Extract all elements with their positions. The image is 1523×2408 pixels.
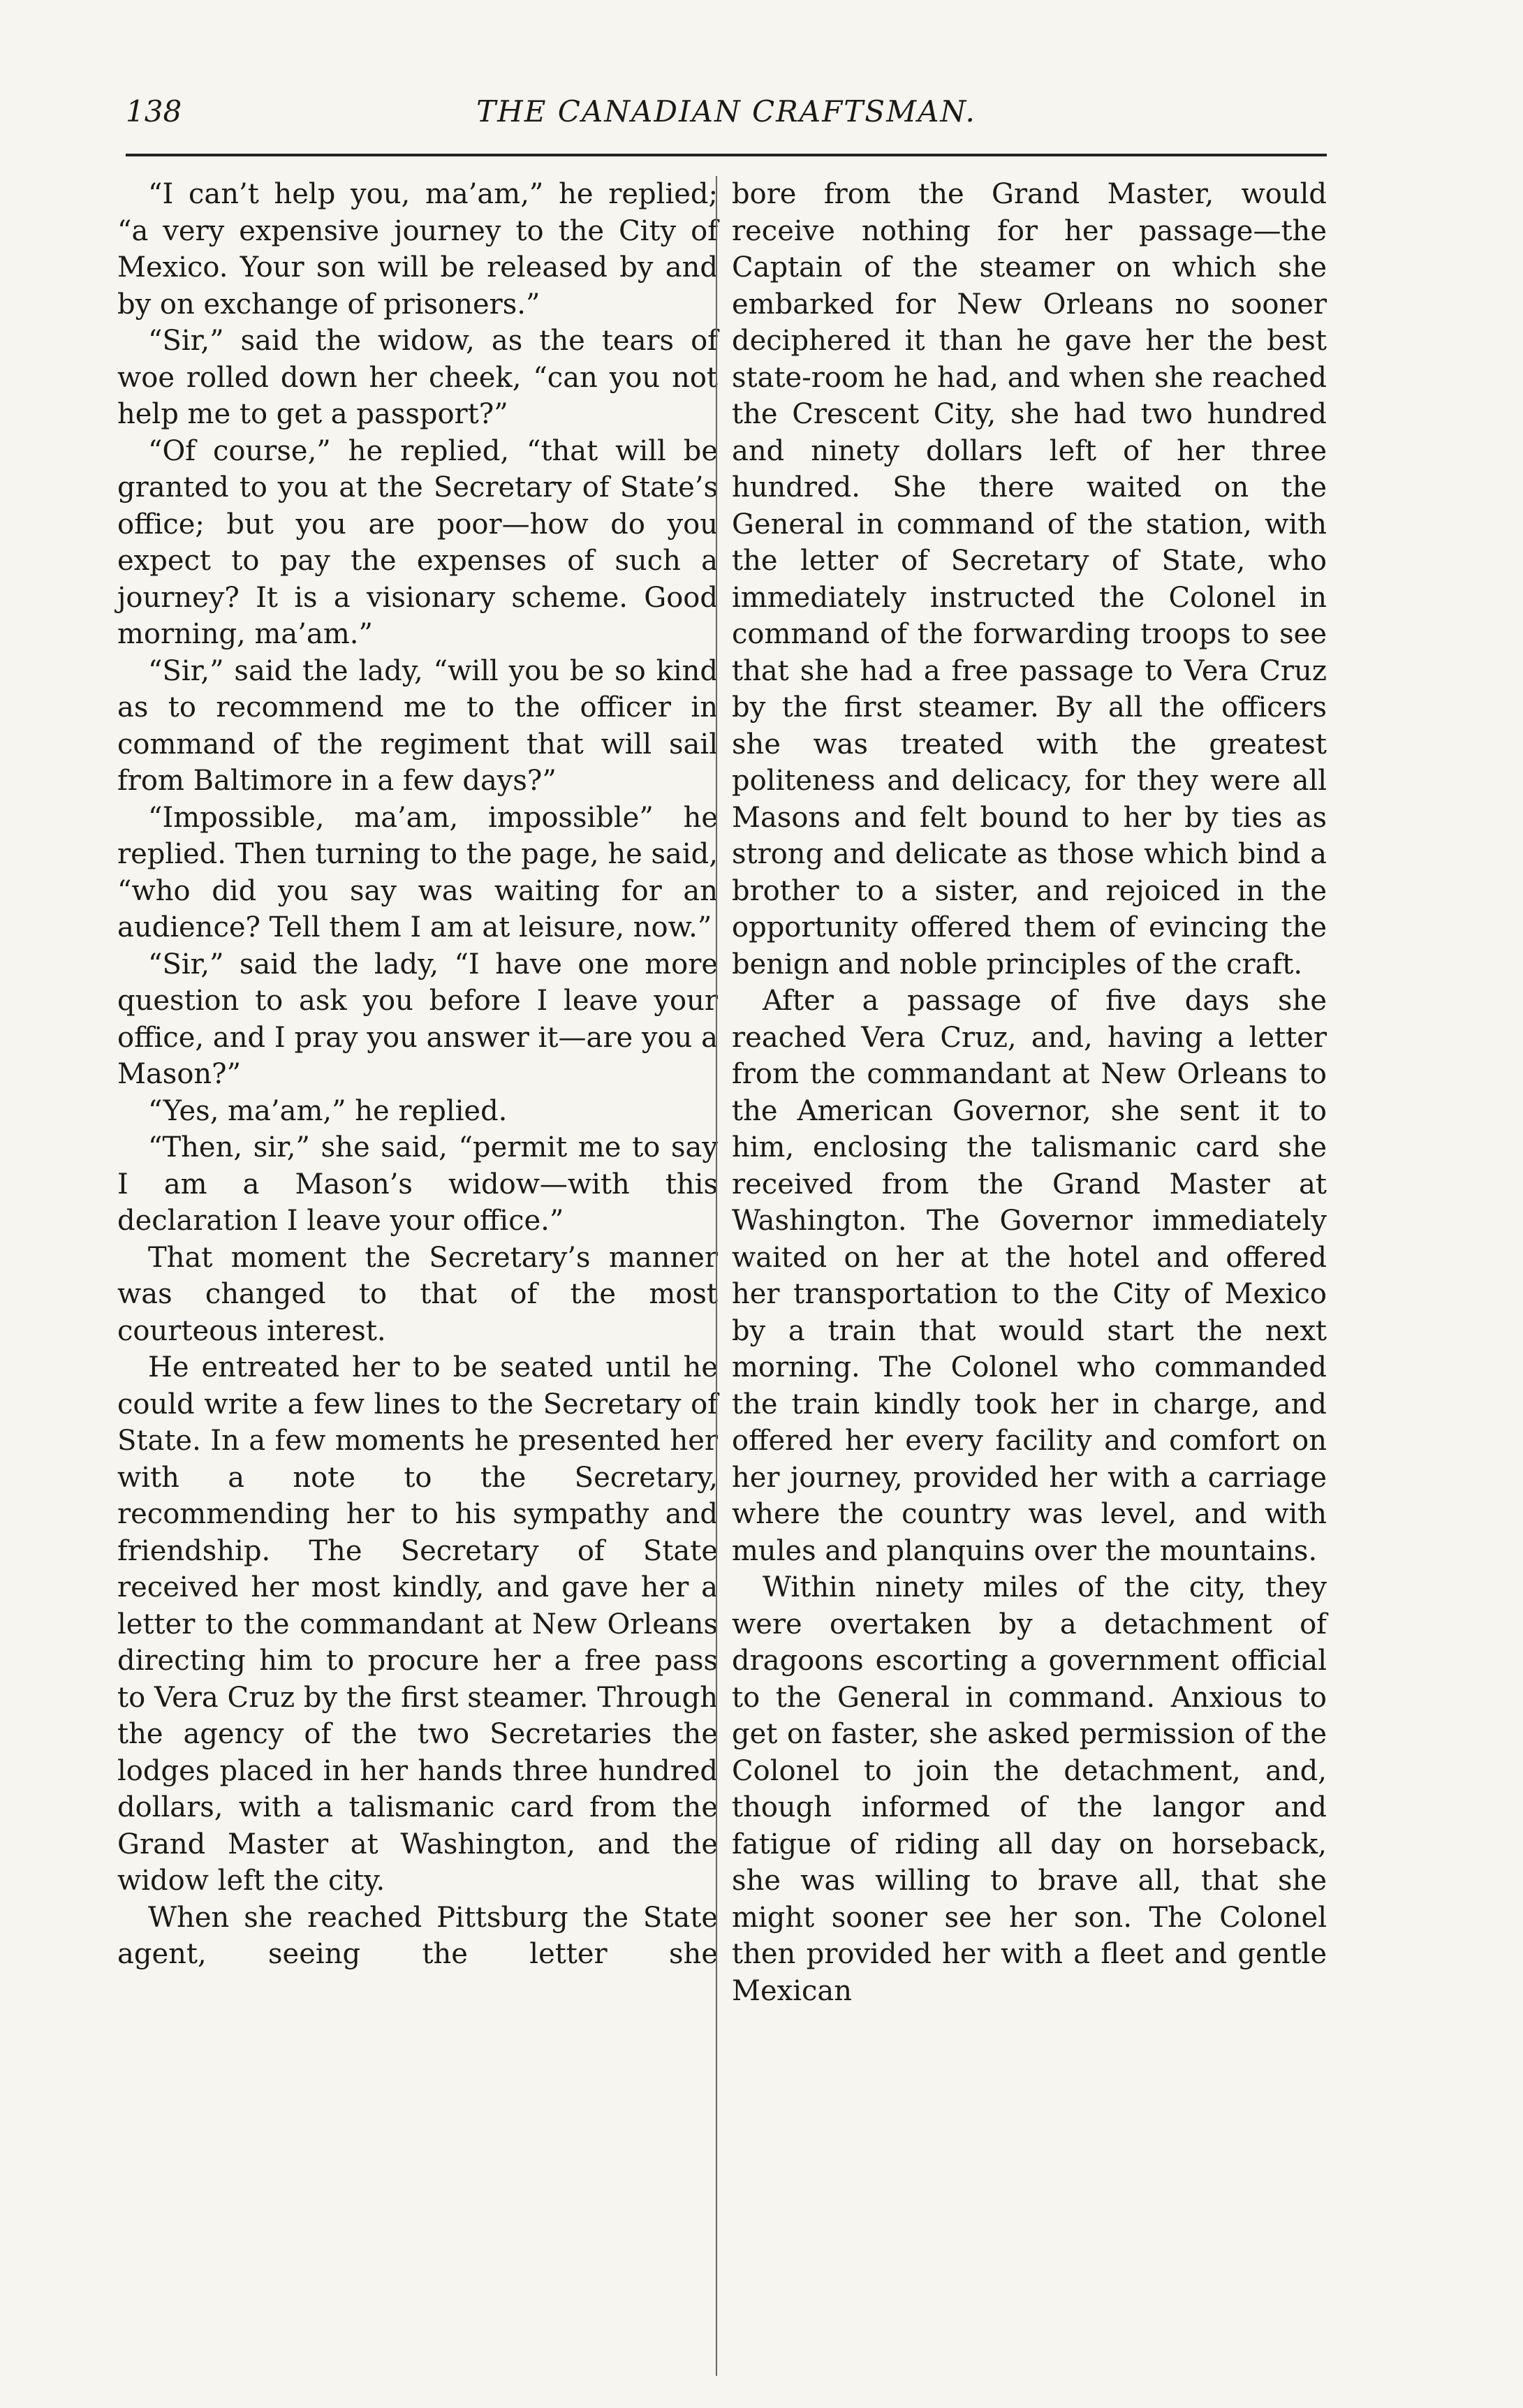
page-number: 138 <box>126 94 182 129</box>
paragraph: bore from the Grand Master, would receive nothing for her passage—the Captain of the steamer on which she embarked for New Orleans no sooner deciphered it than he gave her the best state-room he had, and when she reached the Crescent City, she had two hundred and ninety dollars left of her three hundred. She there waited on the General in command of the station, with the letter of Secretary of State, who immediately instructed the Colonel in command of the forwarding troops to see that she had a free passage to Vera Cruz by the first steamer. By all the officers she was treated with the greatest politeness and delicacy, for they were all Masons and felt bound to her by ties as strong and delicate as those which bind a brother to a sister, and rejoiced in the opportunity offered them of evincing the benign and noble principles of the craft. <box>732 178 1327 981</box>
paragraph: Within ninety miles of the city, they were overtaken by a detachment of dragoons escorting a government official to the General in command. Anxious to get on faster, she asked permission of the Colonel to join the detachment, and, though informed of the langor and fatigue of riding all day on horseback, she was willing to brave all, that she might sooner see her son. The Colonel then provided her with a fleet and gentle Mexican <box>732 1571 1327 2007</box>
running-title: THE CANADIAN CRAFTSMAN. <box>476 94 976 129</box>
page-header <box>126 94 1327 136</box>
paragraph: “Then, sir,” she said, “permit me to say I am a Mason’s widow—with this declaration I leave your office.” <box>117 1131 718 1237</box>
paragraph: “I can’t help you, ma’am,” he replied; “a very expensive journey to the City of Mexico. Your son will be released by and by on exchange of prisoners.” <box>117 178 718 321</box>
paragraph: When she reached Pittsburg the State agent, seeing the letter she <box>117 1901 718 1970</box>
header-rule <box>126 154 1327 156</box>
paragraph: “Sir,” said the widow, as the tears of woe rolled down her cheek, “can you not help me to get a passport?” <box>117 325 718 430</box>
left-column <box>117 176 718 1973</box>
paragraph: “Yes, ma’am,” he replied. <box>148 1094 508 1127</box>
paragraph: After a passage of five days she reached Vera Cruz, and, having a letter from the commandant at New Orleans to the American Governor, she sent it to him, enclosing the talismanic card she received from the Grand Master at Washington. The Governor immediately waited on her at the hotel and offered her transportation to the City of Mexico by a train that would start the next morning. The Colonel who commanded the train kindly took her in charge, and offered her every facility and comfort on her journey, provided her with a carriage where the country was level, and with mules and planquins over the mountains. <box>732 985 1327 1567</box>
paragraph: “Sir,” said the lady, “will you be so kind as to recommend me to the officer in command of the regiment that will sail from Baltimore in a few days?” <box>117 654 718 797</box>
right-column <box>732 176 1327 2009</box>
paragraph: That moment the Secretary’s manner was changed to that of the most courteous interest. <box>117 1241 718 1347</box>
column-divider <box>716 176 717 2376</box>
paragraph: “Sir,” said the lady, “I have one more question to ask you before I leave your office, and I pray you answer it—are you a Mason?” <box>117 948 718 1090</box>
paragraph: “Impossible, ma’am, impossible” he replied. Then turning to the page, he said, “who did you say was waiting for an audience? Tell them I am at leisure, now.” <box>117 801 718 944</box>
paragraph: He entreated her to be seated until he could write a few lines to the Secretary of State. In a few moments he presented her with a note to the Secretary, recommending her to his sympathy and friendship. The Secretary of State received her most kindly, and gave her a letter to the commandant at New Orleans directing him to procure her a free pass to Vera Cruz by the first steamer. Through the agency of the two Secretaries the lodges placed in her hands three hundred dollars, with a talismanic card from the Grand Master at Washington, and the widow left the city. <box>117 1351 718 1897</box>
paragraph: “Of course,” he replied, “that will be granted to you at the Secretary of State’s office; but you are poor—how do you expect to pay the expenses of such a journey? It is a visionary scheme. Good morning, ma’am.” <box>117 434 718 650</box>
